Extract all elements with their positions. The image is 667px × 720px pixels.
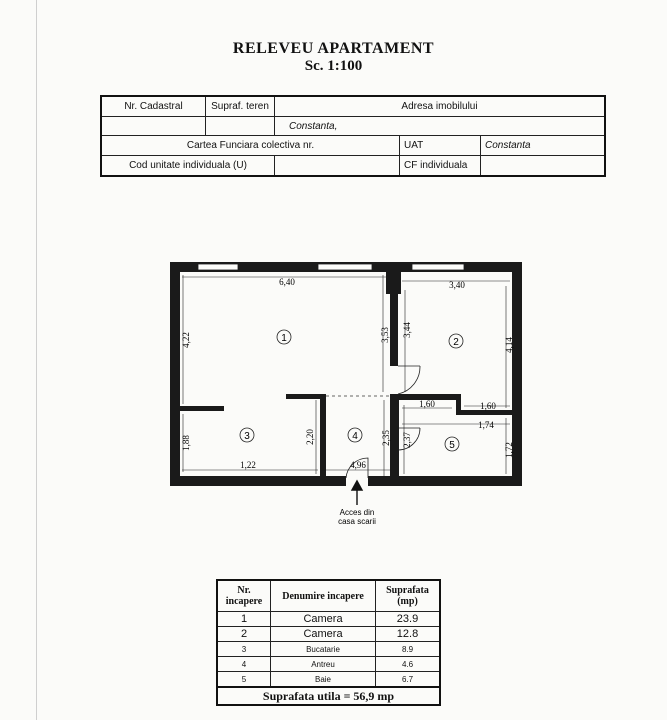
dimension-lines xyxy=(182,275,510,476)
row-nr: 2 xyxy=(217,627,271,642)
table-row xyxy=(217,672,440,688)
row-area: 12.8 xyxy=(376,627,441,642)
dim-height-room3-right: 2,20 xyxy=(305,429,315,445)
dim-height-room3: 1,88 xyxy=(181,435,191,451)
table-row xyxy=(217,657,440,672)
dim-width-room5-b: 1,60 xyxy=(480,401,496,411)
cf-individuala-label: CF individuala xyxy=(400,156,481,176)
supraf-teren-label: Supraf. teren xyxy=(206,96,275,116)
dim-height-room5-left: 2,37 xyxy=(402,432,412,448)
dim-height-room1-right: 3,53 xyxy=(380,327,390,343)
row-name: Camera xyxy=(271,627,376,642)
row-name: Antreu xyxy=(271,657,376,672)
rooms-table xyxy=(216,579,441,706)
header-denumire: Denumire incapere xyxy=(271,580,376,612)
row-area: 6.7 xyxy=(376,672,441,688)
entrance-label-line2: casa scarii xyxy=(338,517,376,526)
row-nr: 5 xyxy=(217,672,271,688)
row-area: 8.9 xyxy=(376,642,441,657)
dim-width-room4: 4,96 xyxy=(350,460,366,470)
adresa-value: Constanta, xyxy=(275,116,606,136)
entrance-arrow-icon xyxy=(352,481,362,505)
dim-width-room1: 6,40 xyxy=(279,277,295,287)
uat-label: UAT xyxy=(400,136,481,156)
total-area: Suprafata utila = 56,9 mp xyxy=(217,687,440,705)
windows xyxy=(198,264,464,270)
scale-label: Sc. 1:100 xyxy=(304,58,363,74)
nr-cadastral-label: Nr. Cadastral xyxy=(101,96,206,116)
row-nr: 1 xyxy=(217,612,271,627)
dimension-labels xyxy=(181,277,514,470)
dim-width-room2: 3,40 xyxy=(449,280,465,290)
row-name: Camera xyxy=(271,612,376,627)
dim-width-room3: 1,22 xyxy=(240,460,256,470)
table-row xyxy=(217,642,440,657)
dim-width-room5-a: 1,60 xyxy=(419,399,435,409)
dim-height-room1: 4,22 xyxy=(181,332,191,348)
uat-value: Constanta xyxy=(481,136,606,156)
table-row xyxy=(217,627,440,642)
dim-height-room5-right: 1,72 xyxy=(504,442,514,458)
room-number-3: 3 xyxy=(244,431,250,442)
room-number-1: 1 xyxy=(281,333,287,344)
row-nr: 4 xyxy=(217,657,271,672)
cod-unitate-label: Cod unitate individuala (U) xyxy=(101,156,275,176)
table-row xyxy=(217,612,440,627)
exterior-walls xyxy=(170,262,522,486)
row-name: Bucatarie xyxy=(271,642,376,657)
room-number-2: 2 xyxy=(453,337,459,348)
dim-height-room2-right: 4,14 xyxy=(504,337,514,353)
entrance-label-line1: Acces din xyxy=(339,508,375,517)
dim-height-room4: 2,35 xyxy=(381,430,391,446)
room-markers xyxy=(240,330,463,451)
room-number-4: 4 xyxy=(352,431,358,442)
adresa-label: Adresa imobilului xyxy=(275,96,606,116)
room-number-5: 5 xyxy=(449,440,455,451)
row-name: Baie xyxy=(271,672,376,688)
row-area: 23.9 xyxy=(376,612,441,627)
dim-width-room5-c: 1,74 xyxy=(478,420,494,430)
header-suprafata: Suprafata (mp) xyxy=(376,580,441,612)
header-nr: Nr. incapere xyxy=(217,580,271,612)
document-title: RELEVEU APARTAMENT xyxy=(232,40,435,57)
dim-height-room2-left: 3,44 xyxy=(402,322,412,338)
carte-funciara-label: Cartea Funciara colectiva nr. xyxy=(101,136,400,156)
interior-walls xyxy=(176,266,514,480)
row-area: 4.6 xyxy=(376,657,441,672)
row-nr: 3 xyxy=(217,642,271,657)
